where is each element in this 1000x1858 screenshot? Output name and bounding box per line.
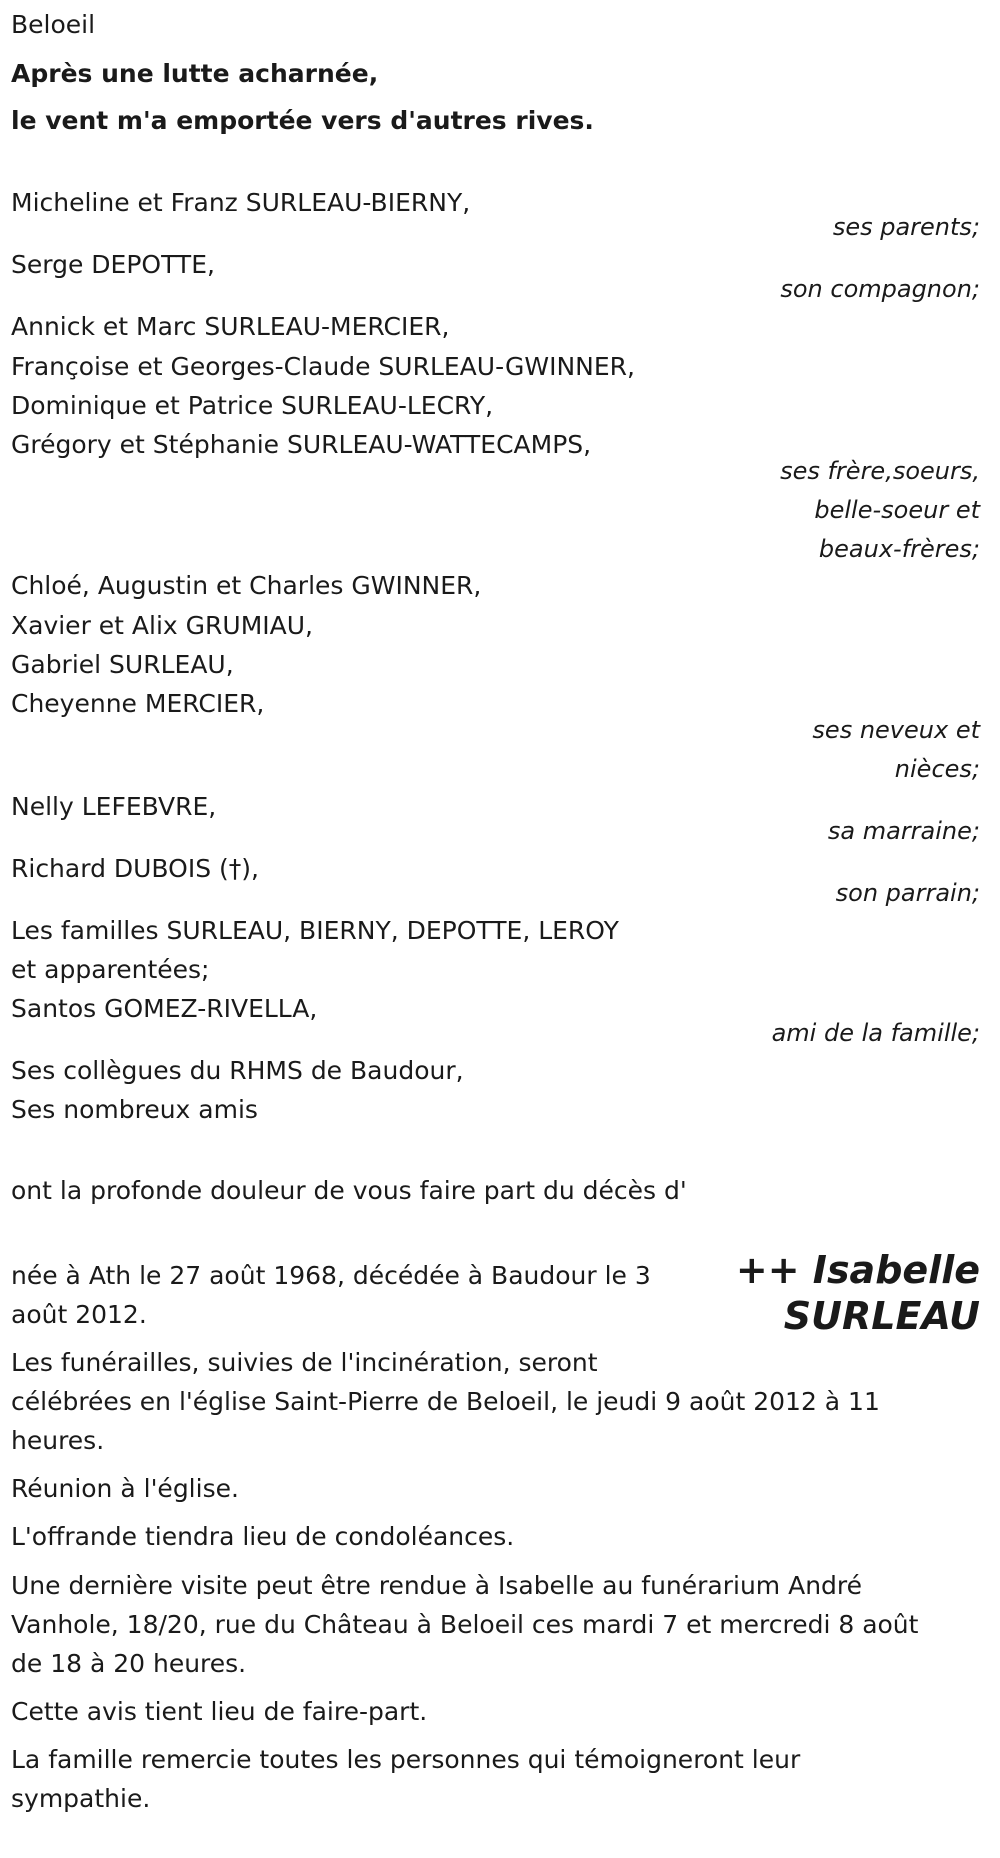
city-name: Beloeil (11, 10, 96, 39)
notice-text: Cette avis tient lieu de faire-part. (11, 1697, 428, 1726)
announcement-text: ont la profonde douleur de vous faire part du décès d' (11, 1176, 687, 1205)
relation-label: ses neveux et (812, 716, 980, 744)
family-name-line: Chloé, Augustin et Charles GWINNER, (11, 571, 482, 600)
visit-text: Une dernière visite peut être rendue à Isabelle au funérarium André (11, 1571, 863, 1600)
relation-label: son compagnon; (780, 275, 980, 303)
relation-label: nièces; (894, 755, 980, 783)
meeting-text: Réunion à l'église. (11, 1474, 239, 1503)
family-name-line: et apparentées; (11, 955, 210, 984)
quote-line: le vent m'a emportée vers d'autres rives. (11, 106, 594, 135)
visit-text: de 18 à 20 heures. (11, 1649, 247, 1678)
family-name-line: Grégory et Stéphanie SURLEAU-WATTECAMPS, (11, 430, 592, 459)
family-name-line: Ses nombreux amis (11, 1095, 258, 1124)
family-name-line: Xavier et Alix GRUMIAU, (11, 611, 313, 640)
relation-label: son parrain; (835, 879, 980, 907)
thanks-text: sympathie. (11, 1784, 151, 1813)
relation-label: sa marraine; (827, 817, 980, 845)
funeral-text: Les funérailles, suivies de l'incinération, seront (11, 1348, 598, 1377)
relation-label: belle-soeur et (814, 496, 980, 524)
visit-text: Vanhole, 18/20, rue du Château à Beloeil ces mardi 7 et mercredi 8 août (11, 1610, 919, 1639)
relation-label: ses parents; (832, 213, 980, 241)
family-name-line: Annick et Marc SURLEAU-MERCIER, (11, 312, 450, 341)
relation-label: ami de la famille; (771, 1019, 980, 1047)
funeral-text: heures. (11, 1426, 105, 1455)
relation-label: beaux-frères; (818, 535, 980, 563)
family-name-line: Dominique et Patrice SURLEAU-LECRY, (11, 391, 494, 420)
thanks-text: La famille remercie toutes les personnes qui témoigneront leur (11, 1745, 801, 1774)
family-name-line: Serge DEPOTTE, (11, 250, 215, 279)
family-name-line: Françoise et Georges-Claude SURLEAU-GWINNER, (11, 352, 635, 381)
deceased-name (736, 1247, 980, 1339)
quote-line: Après une lutte acharnée, (11, 59, 379, 88)
family-name-line: Nelly LEFEBVRE, (11, 792, 217, 821)
family-name-line: Gabriel SURLEAU, (11, 650, 234, 679)
family-name-line: Cheyenne MERCIER, (11, 689, 265, 718)
family-name-line: Les familles SURLEAU, BIERNY, DEPOTTE, LEROY (11, 916, 619, 945)
birth-death-line: née à Ath le 27 août 1968, décédée à Baudour le 3 (11, 1261, 651, 1290)
family-name-line: Richard DUBOIS (†), (11, 854, 259, 883)
deceased-name-line: ++ Isabelle (735, 1248, 980, 1292)
birth-death-line: août 2012. (11, 1300, 147, 1329)
family-name-line: Santos GOMEZ-RIVELLA, (11, 994, 318, 1023)
family-name-line: Micheline et Franz SURLEAU-BIERNY, (11, 188, 471, 217)
family-name-line: Ses collègues du RHMS de Baudour, (11, 1056, 464, 1085)
relation-label: ses frère,soeurs, (780, 457, 980, 485)
funeral-text: célébrées en l'église Saint-Pierre de Beloeil, le jeudi 9 août 2012 à 11 (11, 1387, 880, 1416)
offering-text: L'offrande tiendra lieu de condoléances. (11, 1522, 515, 1551)
deceased-name-line: SURLEAU (783, 1294, 980, 1338)
